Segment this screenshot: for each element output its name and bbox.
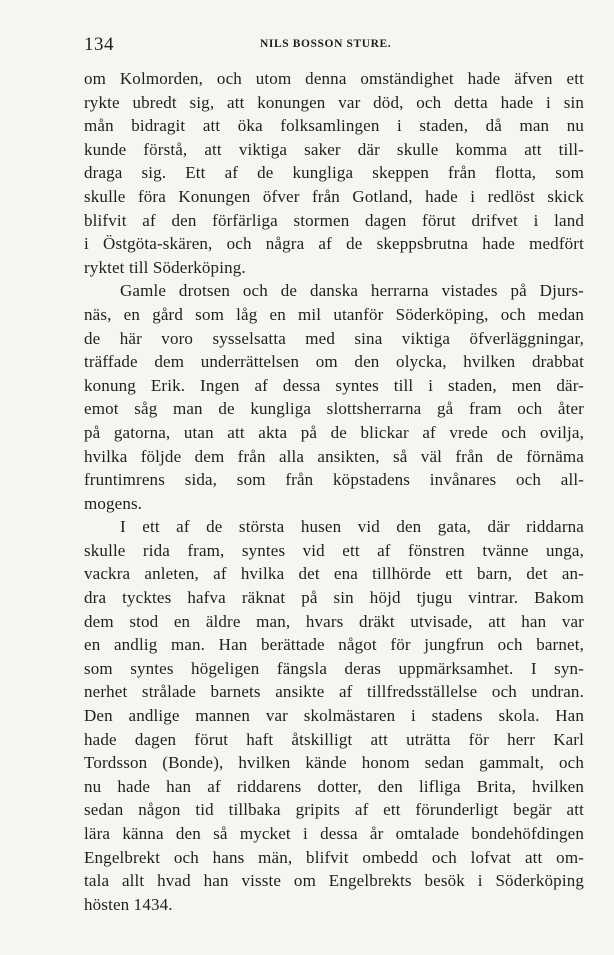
text-line: näs, en gård som låg en mil utanför Söderköping, och medan (84, 304, 584, 324)
text-line: hvilka följde dem från alla ansikten, så väl från de förnäma (84, 446, 584, 466)
paragraph-end-line: hösten 1434. (84, 894, 173, 914)
text-line: på gatorna, utan att akta på de blickar af vrede och ovilja, (84, 422, 584, 442)
text-line: dem stod en äldre man, hvars dräkt utvisade, att han var (84, 611, 584, 631)
text-line: blifvit af den förfärliga stormen dagen förut drifvet i land (84, 210, 584, 230)
text-line: konung Erik. Ingen af dessa syntes till i staden, men där- (84, 375, 584, 395)
text-line: lära känna den så mycket i dessa år omtalade bondehöfdingen (84, 824, 584, 843)
page-number: 134 (84, 34, 114, 55)
paragraph-start-line: I ett af de största husen vid den gata, där riddarna (120, 517, 584, 537)
text-line: sedan någon tid tillbaka gripits af ett förunderligt begär att (84, 800, 584, 820)
paragraph-end-line: mogens. (84, 493, 143, 513)
text-line: Tordsson (Bonde), hvilken kände honom sedan gammalt, och (84, 753, 584, 773)
text-line: dra tycktes hafva räknat på sin höjd tjugu vintrar. Bakom (84, 588, 584, 608)
text-line: tala allt hvad han visste om Engelbrekts besök i Söderköping (84, 871, 584, 891)
running-title: NILS BOSSON STURE. (260, 38, 392, 50)
text-line: skulle föra Konungen öfver från Gotland, hade i redlöst skick (84, 186, 584, 206)
text-line: emot såg man de kungliga slottsherrarna gå fram och åter (84, 399, 584, 419)
text-line: mån bidragit att öka folksamlingen i staden, då man nu (84, 116, 584, 136)
running-head (84, 34, 584, 56)
text-line: kunde förstå, att viktiga saker där skulle komma att till- (84, 139, 584, 159)
text-line: rykte ubredt sig, att konungen var död, och detta hade i sin (84, 92, 584, 112)
text-line: Den andlige mannen var skolmästaren i stadens skola. Han (84, 706, 584, 726)
text-line: om Kolmorden, och utom denna omständighet hade äfven ett (84, 69, 584, 88)
text-line: en andlig man. Han berättade något för jungfrun och barnet, (84, 635, 584, 655)
text-line: som syntes högeligen fängsla deras uppmärksamhet. I syn- (84, 658, 584, 678)
text-line: de här voro sysselsatta med sina viktiga öfverläggningar, (84, 328, 584, 348)
text-line: hade dagen förut haft åtskilligt att uträtta för herr Karl (84, 729, 584, 749)
text-line: skulle rida fram, syntes vid ett af fönstren tvänne unga, (84, 540, 584, 560)
text-line: i Östgöta-skären, och några af de skeppsbrutna hade medfört (84, 234, 584, 254)
text-line: träffade dem underrättelsen om den olycka, hvilken drabbat (84, 352, 584, 372)
paragraph-start-line: Gamle drotsen och de danska herrarna vistades på Djurs- (120, 281, 584, 301)
text-line: fruntimrens sida, som från köpstadens invånares och all- (84, 470, 584, 490)
text-line: draga sig. Ett af de kungliga skeppen från flotta, som (84, 163, 584, 183)
text-line: nerhet strålade barnets ansikte af tillfredsställelse och undran. (84, 682, 584, 702)
text-line: nu hade han af riddarens dotter, den lifliga Brita, hvilken (84, 776, 584, 796)
paragraph-end-line: ryktet till Söderköping. (84, 257, 246, 277)
text-line: vackra anleten, af hvilka det ena tillhörde ett barn, det an- (84, 564, 584, 584)
text-line: Engelbrekt och hans män, blifvit ombedd och lofvat att om- (84, 847, 584, 867)
body-text (84, 67, 584, 916)
